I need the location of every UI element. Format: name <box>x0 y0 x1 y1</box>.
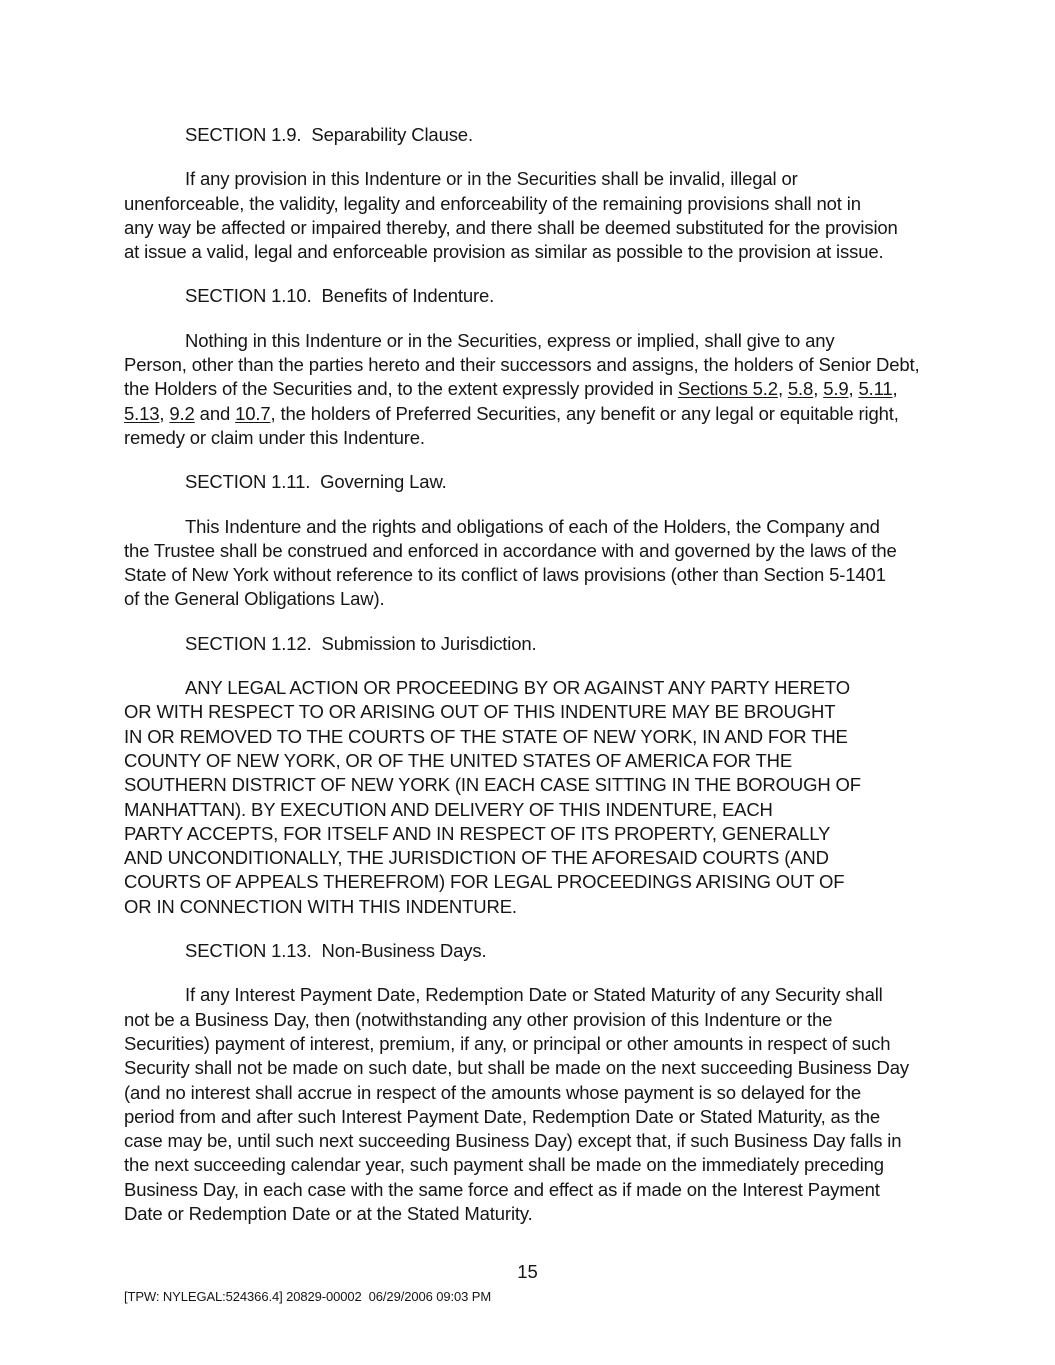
section-heading: SECTION 1.11. Governing Law. <box>185 471 447 493</box>
section-paragraph <box>124 676 939 919</box>
section-reference: Sections 5.2 <box>677 378 778 400</box>
text-line: Securities) payment of interest, premium, if any, or principal or other amounts in respect of such <box>124 1032 891 1054</box>
text-line: Date or Redemption Date or at the Stated Maturity. <box>124 1202 533 1224</box>
text-line: case may be, until such next succeeding Business Day) except that, if such Business Day falls in <box>124 1130 902 1152</box>
section-heading: SECTION 1.10. Benefits of Indenture. <box>185 285 495 307</box>
text-line: any way be affected or impaired thereby, and there shall be deemed substituted for the provision <box>124 216 898 238</box>
text-segment: , <box>813 378 824 400</box>
text-line: (and no interest shall accrue in respect of the amounts whose payment is so delayed for the <box>124 1081 862 1103</box>
text-line <box>124 377 939 401</box>
page-number: 15 <box>517 1261 538 1282</box>
text-line: ANY LEGAL ACTION OR PROCEEDING BY OR AGAINST ANY PARTY HERETO <box>185 677 850 699</box>
text-line: If any provision in this Indenture or in the Securities shall be invalid, illegal or <box>185 168 798 190</box>
text-line: at issue a valid, legal and enforceable provision as similar as possible to the provision at issue. <box>124 241 884 263</box>
text-line: COUNTY OF NEW YORK, OR OF THE UNITED STATES OF AMERICA FOR THE <box>124 749 793 771</box>
text-line: OR WITH RESPECT TO OR ARISING OUT OF THIS INDENTURE MAY BE BROUGHT <box>124 701 836 723</box>
text-line: COURTS OF APPEALS THEREFROM) FOR LEGAL PROCEEDINGS ARISING OUT OF <box>124 871 845 893</box>
section-reference: 9.2 <box>169 402 195 424</box>
text-line: Person, other than the parties hereto and their successors and assigns, the holders of Senior Debt, <box>124 354 920 376</box>
text-segment: , <box>159 402 170 424</box>
text-line: IN OR REMOVED TO THE COURTS OF THE STATE OF NEW YORK, IN AND FOR THE <box>124 725 848 747</box>
text-line: SOUTHERN DISTRICT OF NEW YORK (IN EACH CASE SITTING IN THE BOROUGH OF <box>124 774 861 796</box>
section-heading: SECTION 1.13. Non-Business Days. <box>185 940 487 962</box>
text-line: PARTY ACCEPTS, FOR ITSELF AND IN RESPECT OF ITS PROPERTY, GENERALLY <box>124 822 831 844</box>
text-line: MANHATTAN). BY EXECUTION AND DELIVERY OF THIS INDENTURE, EACH <box>124 798 773 820</box>
text-segment: , the holders of Preferred Securities, any benefit or any legal or equitable right, <box>270 402 899 424</box>
text-line: Security shall not be made on such date, but shall be made on the next succeeding Business Day <box>124 1057 909 1079</box>
text-line: of the General Obligations Law). <box>124 588 385 610</box>
text-line: AND UNCONDITIONALLY, THE JURISDICTION OF THE AFORESAID COURTS (AND <box>124 847 829 869</box>
text-line: the Trustee shall be construed and enforced in accordance with and governed by the laws of the <box>124 539 897 561</box>
text-segment: , <box>848 378 859 400</box>
text-line: This Indenture and the rights and obligations of each of the Holders, the Company and <box>185 515 880 537</box>
section-reference: 5.11 <box>858 378 893 400</box>
text-line: Nothing in this Indenture or in the Securities, express or implied, shall give to any <box>185 329 835 351</box>
section-paragraph <box>124 983 939 1226</box>
section-reference: 5.9 <box>823 378 849 400</box>
text-segment: and <box>194 402 236 424</box>
text-line <box>124 402 939 426</box>
section-heading: SECTION 1.12. Submission to Jurisdiction. <box>185 632 537 654</box>
section-paragraph <box>124 515 939 612</box>
text-line: Business Day, in each case with the same force and effect as if made on the Interest Payment <box>124 1178 880 1200</box>
text-line: If any Interest Payment Date, Redemption Date or Stated Maturity of any Security shall <box>185 984 883 1006</box>
text-segment: , <box>777 378 788 400</box>
section-paragraph <box>124 167 939 264</box>
text-line: remedy or claim under this Indenture. <box>124 426 425 448</box>
section-reference: 5.8 <box>787 378 814 400</box>
text-line: State of New York without reference to its conflict of laws provisions (other than Section 5-1401 <box>124 564 886 586</box>
text-line: period from and after such Interest Payment Date, Redemption Date or Stated Maturity, as the <box>124 1105 881 1127</box>
text-line: the next succeeding calendar year, such payment shall be made on the immediately preceding <box>124 1154 884 1176</box>
text-segment: , <box>892 378 898 400</box>
text-line: not be a Business Day, then (notwithstanding any other provision of this Indenture or the <box>124 1008 833 1030</box>
text-line: unenforceable, the validity, legality and enforceability of the remaining provisions shall not in <box>124 192 861 214</box>
footer-stamp: [TPW: NYLEGAL:524366.4] 20829-00002 06/29/2006 09:03 PM <box>124 1289 492 1304</box>
section-paragraph <box>124 329 939 450</box>
text-segment: the Holders of the Securities and, to the extent expressly provided in <box>124 378 678 400</box>
text-line: OR IN CONNECTION WITH THIS INDENTURE. <box>124 895 517 917</box>
section-heading: SECTION 1.9. Separability Clause. <box>185 124 473 145</box>
section-reference: 10.7 <box>235 402 271 424</box>
document-body <box>124 123 939 1246</box>
section-reference: 5.13 <box>124 402 160 424</box>
